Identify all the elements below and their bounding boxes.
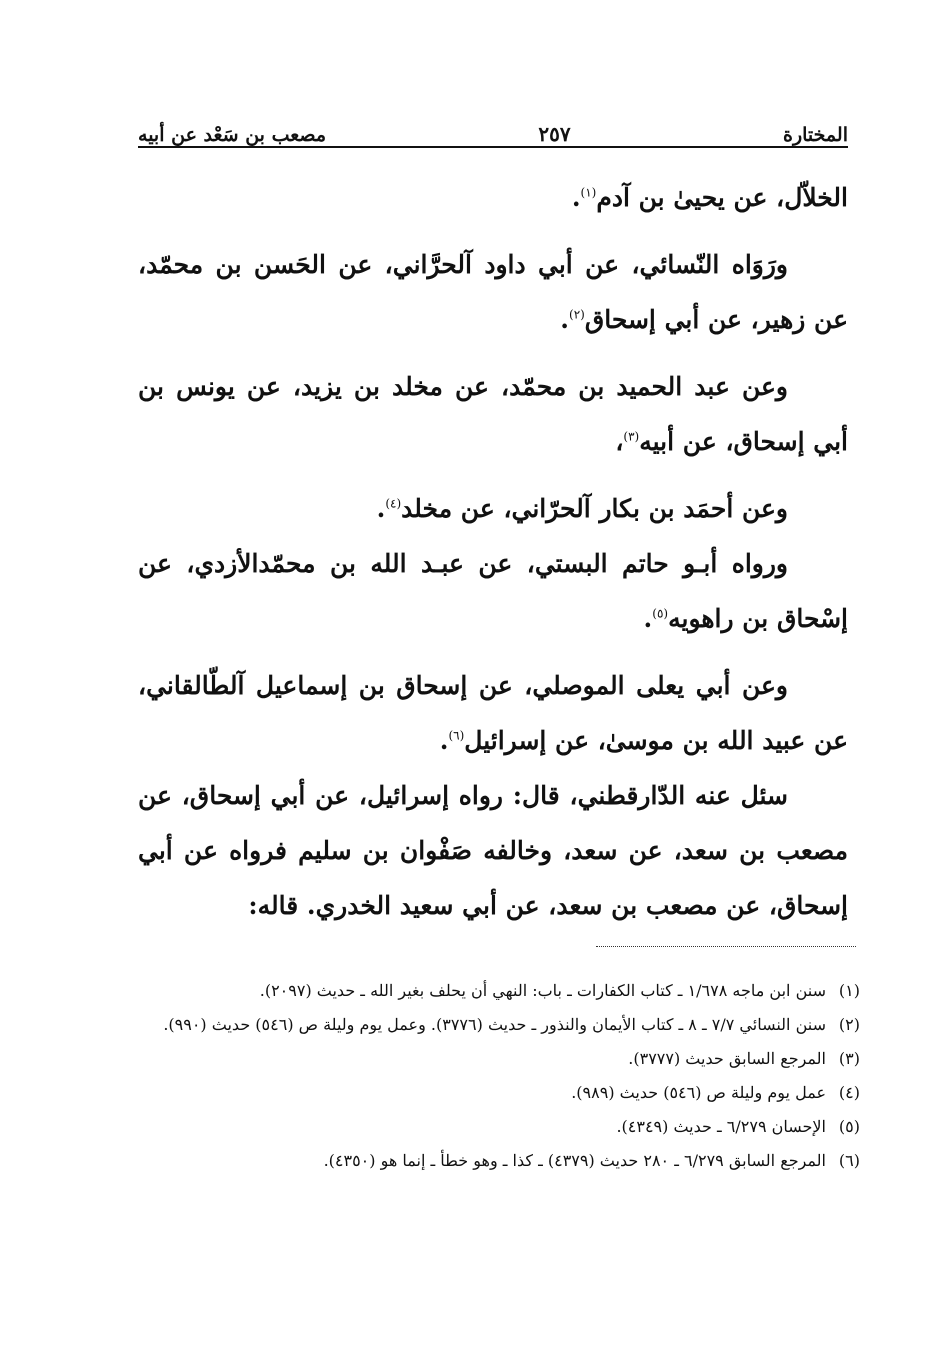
paragraph-4 bbox=[138, 481, 848, 536]
punctuation: . bbox=[439, 726, 449, 755]
footnote-separator bbox=[596, 946, 856, 947]
footnotes bbox=[148, 976, 860, 1180]
footnote-5 bbox=[148, 1112, 860, 1142]
footnote-3 bbox=[148, 1044, 860, 1074]
paragraph-6 bbox=[138, 658, 848, 768]
paragraph-7 bbox=[138, 768, 848, 933]
paragraph-text: وعن عبد الحميد بن محمّد، عن مخلد بن يزيد، عن يونس بن أبي إسحاق، عن أبيه bbox=[138, 372, 848, 456]
paragraph-text: وعن أحمَد بن بكار آلحرّاني، عن مخلد bbox=[401, 494, 788, 523]
paragraph-text: ورواه أبـو حاتم البستي، عن عبـد الله بن محمّدالأزدي، عن إسْحاق بن راهويه bbox=[138, 549, 848, 633]
footnote-marker: (٦) bbox=[448, 728, 465, 743]
footnote-2 bbox=[148, 1010, 860, 1040]
footnote-marker: (٥) bbox=[652, 606, 669, 621]
footnote-number: (٤) bbox=[838, 1083, 860, 1102]
paragraph-text: وعن أبي يعلى الموصلي، عن إسحاق بن إسماعيل آلطّالقاني، عن عبيد الله بن موسىٰ، عن إسرائيل bbox=[138, 671, 848, 755]
paragraph-text: سئل عنه الدّارقطني، قال: رواه إسرائيل، عن أبي إسحاق، عن مصعب بن سعد، عن سعد، وخالفه صَفْوان بن سليم فرواه عن أبي إسحاق، عن مصعب بن سعد، عن أبي سعيد الخدري. قاله: bbox=[138, 781, 848, 920]
footnote-text: سنن ابن ماجه ١/٦٧٨ ـ كتاب الكفارات ـ باب: النهي أن يحلف بغير الله ـ حديث (٢٠٩٧). bbox=[259, 981, 826, 1000]
running-header bbox=[138, 112, 848, 146]
paragraph-5 bbox=[138, 536, 848, 646]
section-title: مصعب بن سَعْد عن أبيه bbox=[138, 124, 327, 146]
main-text bbox=[138, 170, 848, 933]
footnote-text: سنن النسائي ٧/٧ ـ ٨ ـ كتاب الأيمان والنذور ـ حديث (٣٧٧٦). وعمل يوم وليلة ص (٥٤٦) حديث (٩٩٠). bbox=[163, 1015, 826, 1034]
punctuation: . bbox=[560, 305, 569, 334]
footnote-marker: (٤) bbox=[385, 496, 402, 511]
footnote-text: المرجع السابق حديث (٣٧٧٧). bbox=[628, 1049, 826, 1068]
book-title: المختارة bbox=[783, 124, 848, 146]
footnote-text: الإحسان ٦/٢٧٩ ـ حديث (٤٣٤٩). bbox=[616, 1117, 826, 1136]
footnote-marker: (٣) bbox=[623, 429, 640, 444]
footnote-number: (٣) bbox=[838, 1049, 860, 1068]
paragraph-text: ورَوَاه النّسائي، عن أبي داود آلحرَّاني، عن الحَسن بن محمّد، عن زهير، عن أبي إسحاق bbox=[138, 250, 848, 334]
footnote-4 bbox=[148, 1078, 860, 1108]
punctuation: . bbox=[376, 494, 386, 523]
paragraph-3 bbox=[138, 359, 848, 469]
footnote-text: عمل يوم وليلة ص (٥٤٦) حديث (٩٨٩). bbox=[571, 1083, 826, 1102]
footnote-number: (١) bbox=[838, 981, 860, 1000]
footnote-1 bbox=[148, 976, 860, 1006]
paragraph-1 bbox=[138, 170, 848, 225]
punctuation: . bbox=[643, 604, 653, 633]
footnote-number: (٥) bbox=[838, 1117, 860, 1136]
header-rule bbox=[138, 146, 848, 148]
footnote-text: المرجع السابق ٦/٢٧٩ ـ ٢٨٠ حديث (٤٣٧٩) ـ كذا ـ وهو خطأ ـ إنما هو (٤٣٥٠). bbox=[323, 1151, 826, 1170]
page-number: ٢٥٧ bbox=[538, 122, 571, 146]
footnote-number: (٢) bbox=[838, 1015, 860, 1034]
footnote-marker: (٢) bbox=[569, 307, 585, 322]
footnote-number: (٦) bbox=[838, 1151, 860, 1170]
paragraph-text: الخلاّل، عن يحيىٰ بن آدم bbox=[596, 183, 848, 212]
footnote-marker: (١) bbox=[580, 185, 597, 200]
punctuation: ، bbox=[615, 427, 624, 456]
punctuation: . bbox=[571, 183, 581, 212]
footnote-6 bbox=[148, 1146, 860, 1176]
paragraph-2 bbox=[138, 237, 848, 347]
